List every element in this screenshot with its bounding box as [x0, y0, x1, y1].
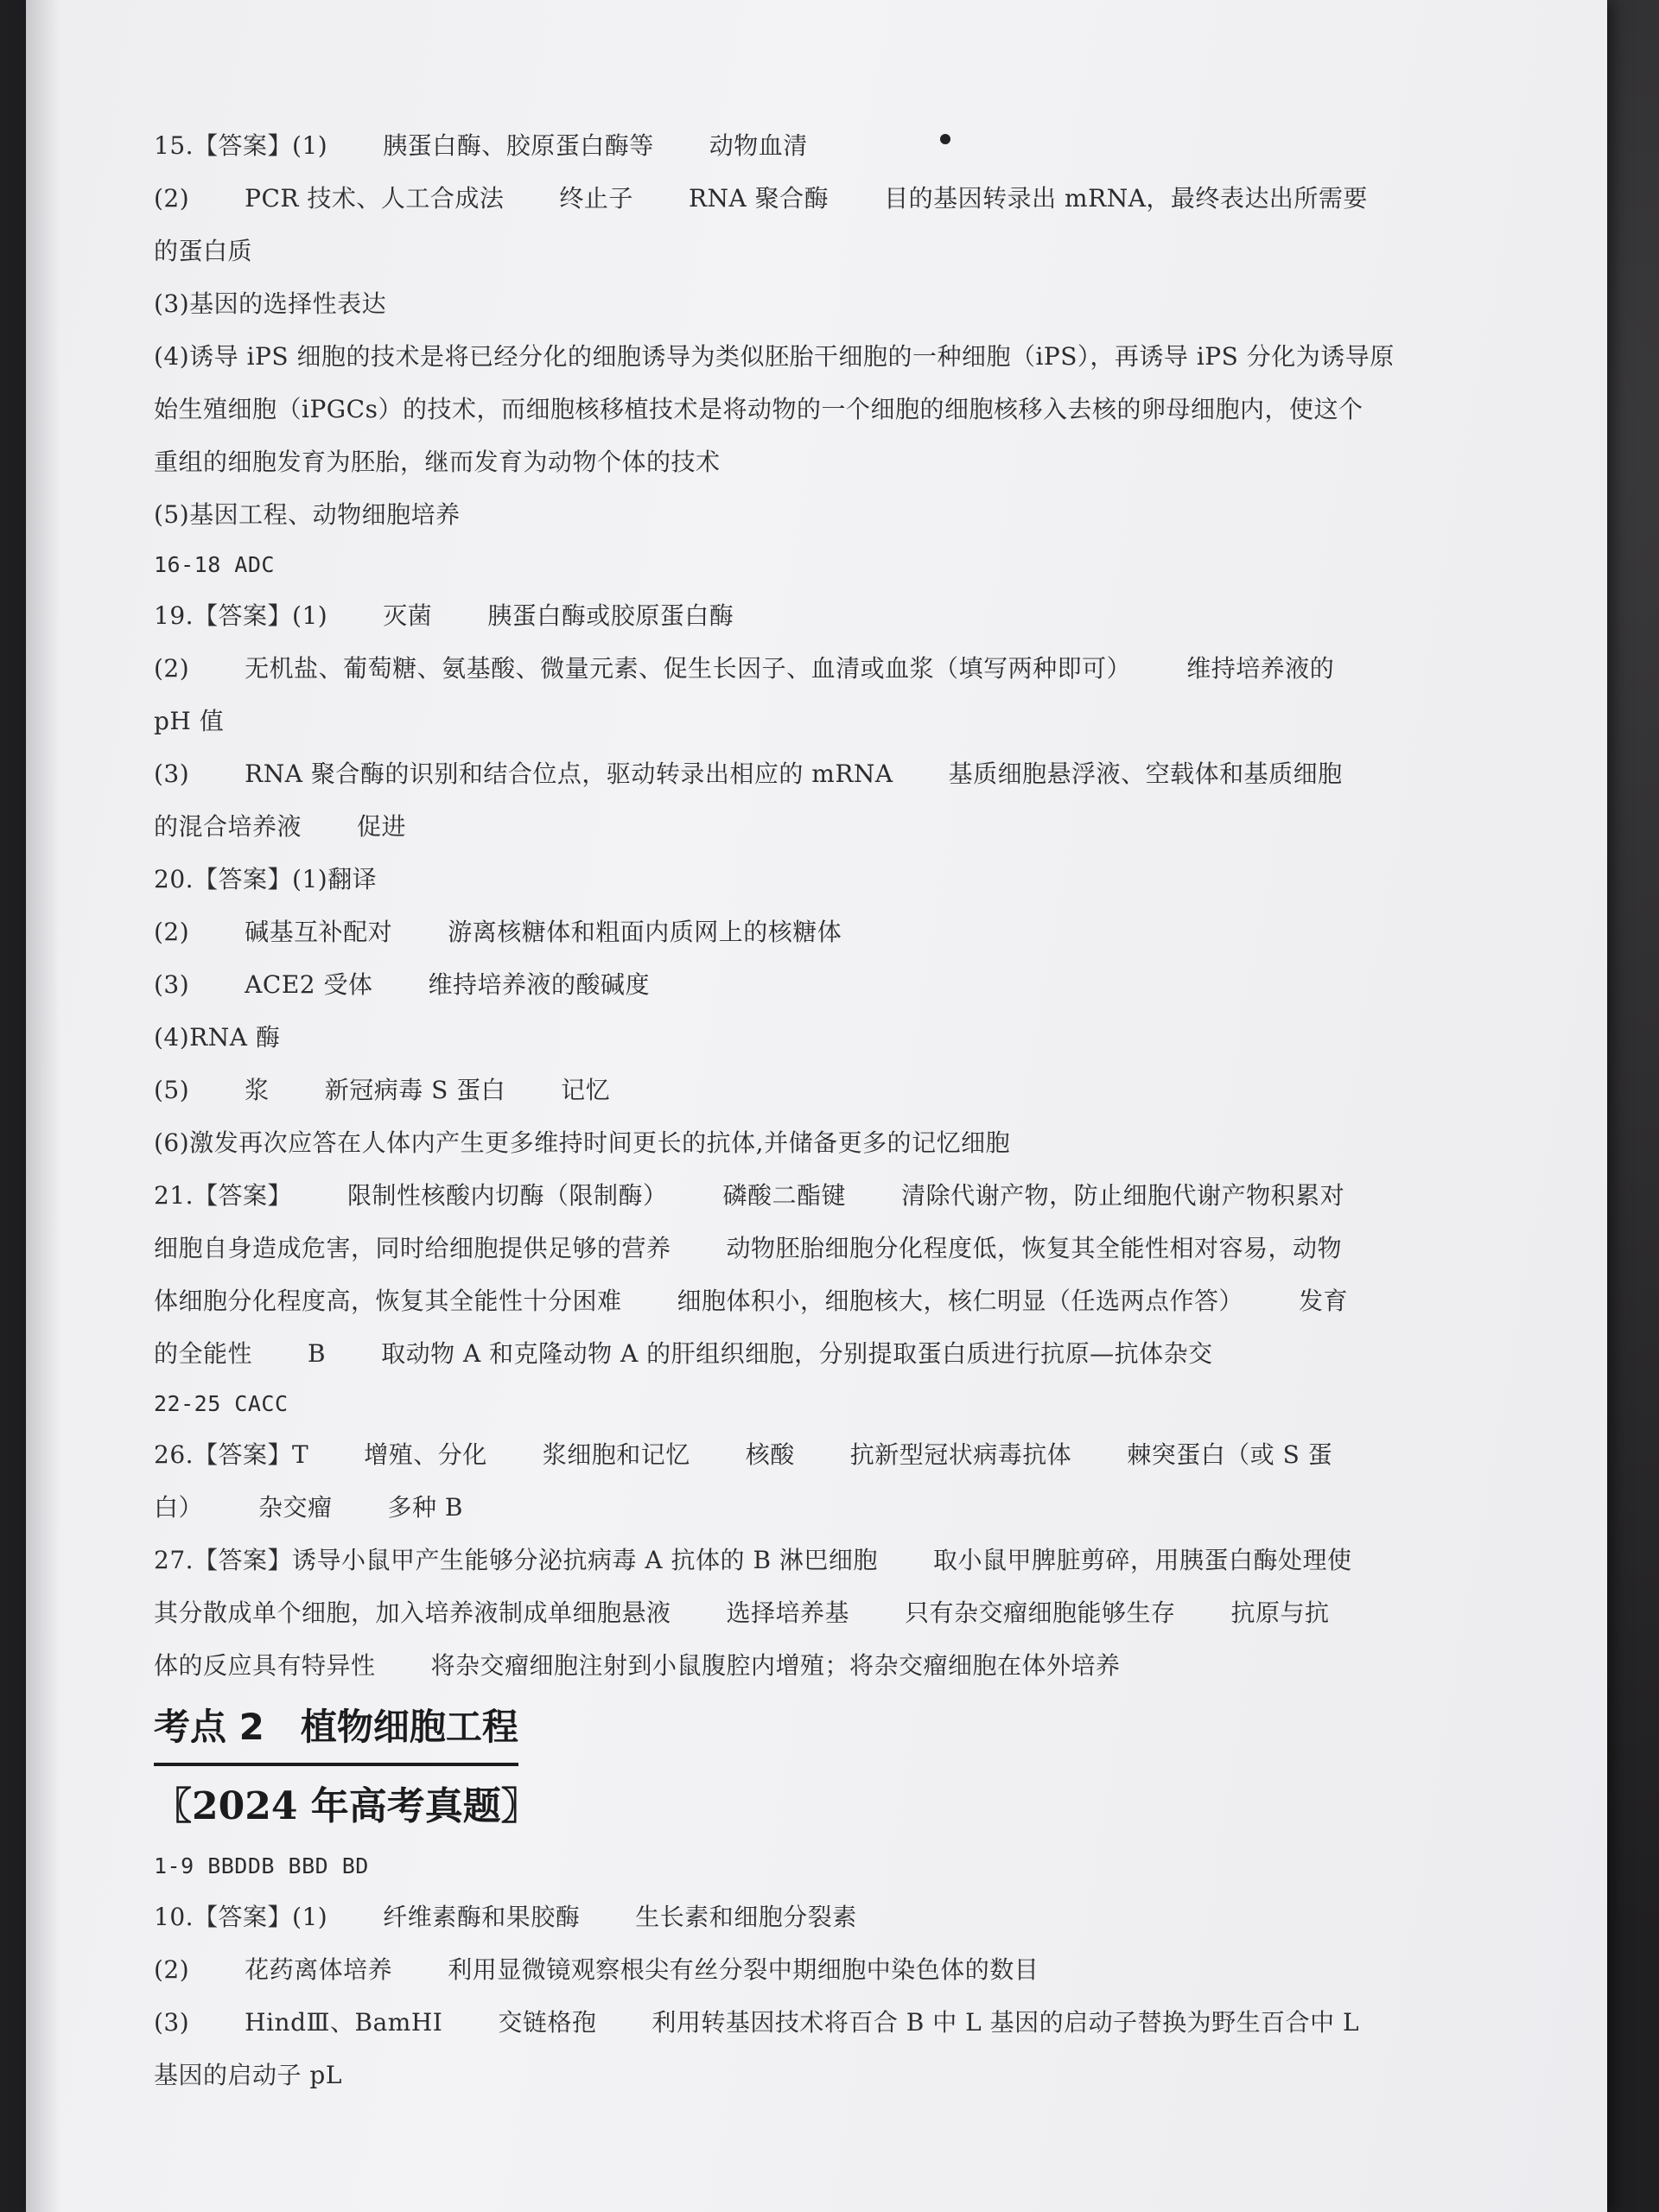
answer-segment: pH 值 [154, 707, 225, 735]
answer-segment: (5)基因工程、动物细胞培养 [154, 500, 461, 529]
answer-line [154, 695, 1493, 747]
answer-segment: 花药离体培养 [245, 1955, 393, 1984]
answer-segment: 限制性核酸内切酶（限制酶） [347, 1181, 668, 1210]
answer-line [154, 1586, 1493, 1639]
answer-segment: 棘突蛋白（或 S 蛋 [1127, 1440, 1333, 1469]
answer-segment: 浆 [245, 1076, 270, 1104]
answer-segment: RNA 聚合酶 [688, 184, 830, 213]
answer-segment: (5) [154, 1076, 190, 1104]
answer-segment: 取小鼠甲脾脏剪碎，用胰蛋白酶处理使 [932, 1546, 1352, 1574]
answer-line [154, 1943, 1493, 1996]
answer-segment: 终止子 [559, 184, 633, 213]
answer-line [154, 541, 1493, 589]
answer-line [154, 642, 1493, 695]
answer-line [154, 1064, 1493, 1116]
answers-animal-cell-engineering [154, 119, 1493, 1692]
answer-line [154, 435, 1493, 488]
answer-line [154, 1327, 1493, 1380]
answer-segment: 15.【答案】(1) [154, 131, 328, 160]
answers-plant-cell-engineering [154, 1842, 1493, 2101]
section-title: 考点 2 植物细胞工程 [154, 1697, 518, 1766]
answer-segment: 维持培养液的 [1186, 654, 1335, 683]
answer-segment: HindⅢ、BamHⅠ [245, 2008, 443, 2037]
answer-segment: 10.【答案】(1) [154, 1903, 328, 1931]
answer-segment: (3) [154, 760, 190, 788]
answer-segment: 细胞体积小，细胞核大，核仁明显（任选两点作答） [677, 1287, 1244, 1315]
answer-segment: 碱基互补配对 [245, 918, 393, 946]
answer-line [154, 172, 1493, 225]
answer-line [154, 330, 1493, 383]
answer-segment: 白） [154, 1493, 204, 1522]
answer-segment: 19.【答案】(1) [154, 601, 328, 630]
answer-line [154, 1169, 1493, 1222]
answer-segment: 20.【答案】(1)翻译 [154, 865, 378, 893]
answer-segment: 核酸 [745, 1440, 795, 1469]
answer-segment: 抗新型冠状病毒抗体 [849, 1440, 1072, 1469]
answer-line [154, 853, 1493, 906]
answer-segment: 的全能性 [154, 1339, 253, 1368]
answer-segment: 将杂交瘤细胞注射到小鼠腹腔内增殖；将杂交瘤细胞在体外培养 [430, 1651, 1121, 1680]
answer-segment: 体的反应具有特异性 [154, 1651, 376, 1680]
answer-segment: (2) [154, 184, 190, 213]
answer-segment: 体细胞分化程度高，恢复其全能性十分困难 [154, 1287, 622, 1315]
answer-segment: 21.【答案】 [154, 1181, 293, 1210]
answer-segment: (6)激发再次应答在人体内产生更多维持时间更长的抗体,并储备更多的记忆细胞 [154, 1128, 1011, 1157]
section-subtitle: 〖2024 年高考真题〗 [154, 1784, 539, 1828]
answer-line [154, 589, 1493, 642]
answer-line [154, 1534, 1493, 1586]
answer-line [154, 1274, 1493, 1327]
answer-segment: 动物胚胎细胞分化程度低，恢复其全能性相对容易，动物 [726, 1234, 1343, 1262]
answer-line [154, 1481, 1493, 1534]
answer-segment: (4)RNA 酶 [154, 1023, 281, 1052]
answer-segment: PCR 技术、人工合成法 [245, 184, 505, 213]
answer-line [154, 1116, 1493, 1169]
answer-line [154, 800, 1493, 853]
answer-segment: (2) [154, 918, 190, 946]
answer-segment: 胰蛋白酶、胶原蛋白酶等 [383, 131, 654, 160]
answer-segment: 利用显微镜观察根尖有丝分裂中期细胞中染色体的数目 [448, 1955, 1039, 1984]
answer-line [154, 906, 1493, 958]
answer-segment: 选择培养基 [726, 1599, 850, 1627]
answer-segment: 16-18 ADC [154, 552, 275, 577]
answer-line [154, 1891, 1493, 1943]
answer-line [154, 277, 1493, 330]
answer-line [154, 225, 1493, 277]
answer-segment: 清除代谢产物，防止细胞代谢产物积累对 [901, 1181, 1345, 1210]
answer-segment: 灭菌 [383, 601, 433, 630]
answer-segment: 增殖、分化 [364, 1440, 487, 1469]
answer-segment: 胰蛋白酶或胶原蛋白酶 [487, 601, 734, 630]
answer-segment: 无机盐、葡萄糖、氨基酸、微量元素、促生长因子、血清或血浆（填写两种即可） [245, 654, 1132, 683]
answer-segment: 基因的启动子 pL [154, 2061, 342, 2089]
answer-line [154, 1011, 1493, 1064]
answer-segment: 重组的细胞发育为胚胎，继而发育为动物个体的技术 [154, 448, 721, 476]
answer-segment: 22-25 CACC [154, 1391, 289, 1416]
answer-line [154, 1222, 1493, 1274]
answer-segment: (2) [154, 1955, 190, 1984]
answer-line [154, 1639, 1493, 1692]
answer-segment: 浆细胞和记忆 [542, 1440, 690, 1469]
answer-segment: 利用转基因技术将百合 B 中 L 基因的启动子替换为野生百合中 L [652, 2008, 1360, 2037]
answer-segment: 促进 [357, 812, 407, 841]
answer-line [154, 958, 1493, 1011]
answer-segment: 只有杂交瘤细胞能够生存 [905, 1599, 1176, 1627]
answer-content [154, 119, 1493, 2101]
answer-segment: (3)基因的选择性表达 [154, 289, 387, 318]
answer-segment: 生长素和细胞分裂素 [635, 1903, 857, 1931]
answer-segment: B [308, 1339, 327, 1368]
answer-segment: 维持培养液的酸碱度 [428, 970, 650, 999]
answer-segment: 始生殖细胞（iPGCs）的技术，而细胞核移植技术是将动物的一个细胞的细胞核移入去核的卵母细胞内，使这个 [154, 395, 1363, 423]
answer-line [154, 1842, 1493, 1891]
answer-line [154, 1996, 1493, 2049]
answer-segment: 磷酸二酯键 [722, 1181, 847, 1210]
answer-segment: 的混合培养液 [154, 812, 302, 841]
section-heading-wrap [154, 1692, 1493, 1766]
answer-segment: 目的基因转录出 mRNA，最终表达出所需要 [884, 184, 1368, 213]
answer-segment: 细胞自身造成危害，同时给细胞提供足够的营养 [154, 1234, 671, 1262]
answer-line [154, 2049, 1493, 2101]
answer-line [154, 119, 1493, 172]
answer-line [154, 1428, 1493, 1481]
answer-segment: 多种 B [387, 1493, 464, 1522]
answer-segment: 新冠病毒 S 蛋白 [324, 1076, 506, 1104]
answer-segment: 取动物 A 和克隆动物 A 的肝组织细胞，分别提取蛋白质进行抗原—抗体杂交 [381, 1339, 1213, 1368]
answer-segment: 游离核糖体和粗面内质网上的核糖体 [448, 918, 842, 946]
answer-segment: 27.【答案】诱导小鼠甲产生能够分泌抗病毒 A 抗体的 B 淋巴细胞 [154, 1546, 878, 1574]
answer-segment: 的蛋白质 [154, 237, 253, 265]
answer-segment: (2) [154, 654, 190, 683]
answer-segment: 26.【答案】T [154, 1440, 309, 1469]
answer-segment: ACE2 受体 [245, 970, 373, 999]
answer-segment: 纤维素酶和果胶酶 [383, 1903, 581, 1931]
answer-line [154, 747, 1493, 800]
answer-segment: (4)诱导 iPS 细胞的技术是将已经分化的细胞诱导为类似胚胎干细胞的一种细胞（iPS），再诱导 iPS 分化为诱导原 [154, 342, 1395, 371]
answer-segment: 杂交瘤 [258, 1493, 333, 1522]
answer-segment: RNA 聚合酶的识别和结合位点，驱动转录出相应的 mRNA [245, 760, 893, 788]
answer-segment: 动物血清 [709, 131, 808, 160]
answer-segment: 发育 [1299, 1287, 1349, 1315]
answer-segment: (3) [154, 2008, 190, 2037]
answer-segment: 抗原与抗 [1230, 1599, 1330, 1627]
answer-segment: 记忆 [561, 1076, 611, 1104]
answer-segment: 交链格孢 [498, 2008, 597, 2037]
answer-segment: 其分散成单个细胞，加入培养液制成单细胞悬液 [154, 1599, 671, 1627]
answer-segment: (3) [154, 970, 190, 999]
answer-line [154, 488, 1493, 541]
answer-line [154, 383, 1493, 435]
page-shadow-edge [26, 0, 60, 2212]
answer-segment: 1-9 BBDDB BBD BD [154, 1853, 369, 1878]
answer-line [154, 1380, 1493, 1428]
answer-segment: 基质细胞悬浮液、空载体和基质细胞 [948, 760, 1343, 788]
